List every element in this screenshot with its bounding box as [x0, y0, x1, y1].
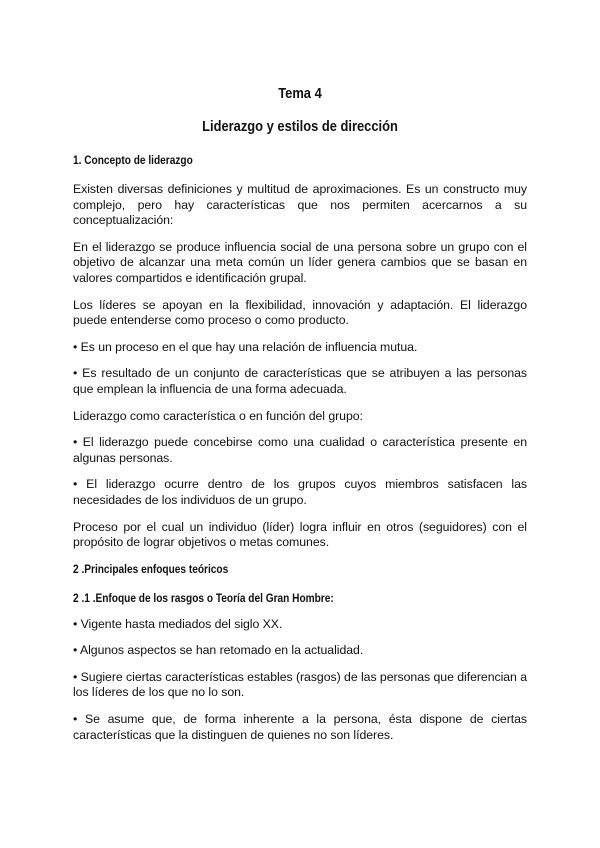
document-subtitle: Liderazgo y estilos de dirección — [202, 118, 398, 135]
paragraph: Existen diversas definiciones y multitud de aproximaciones. Es un constructo muy complejo, pero hay características que nos permiten acercarnos a su conceptualización: — [73, 182, 527, 228]
paragraph: Los líderes se apoyan en la flexibilidad, innovación y adaptación. El liderazgo puede entenderse como proceso o como producto. — [73, 297, 527, 328]
document-page — [73, 82, 527, 743]
bullet-item: • Sugiere ciertas características estables (rasgos) de las personas que diferencian a los líderes de los que no lo son. — [73, 669, 527, 700]
bullet-item: • Es un proceso en el que hay una relación de influencia mutua. — [73, 339, 418, 354]
bullet-item: • El liderazgo ocurre dentro de los grupos cuyos miembros satisfacen las necesidades de los individuos de un grupo. — [73, 477, 527, 507]
subsection-heading-rasgos: 2 .1 .Enfoque de los rasgos o Teoría del Gran Hombre: — [73, 592, 334, 605]
bullet-item: • Vigente hasta mediados del siglo XX. — [73, 616, 283, 631]
bullet-item: • Algunos aspectos se han retomado en la actualidad. — [73, 643, 364, 658]
document-title: Tema 4 — [278, 85, 322, 102]
section-heading-concepto: 1. Concepto de liderazgo — [73, 155, 193, 167]
section-heading-enfoques: 2 .Principales enfoques teóricos — [73, 563, 229, 576]
bullet-item: • Es resultado de un conjunto de características que se atribuyen a las personas que emplean la influencia de una forma adecuada. — [73, 366, 527, 396]
paragraph: Proceso por el cual un individuo (líder) logra influir en otros (seguidores) con el propósito de lograr objetivos o metas comunes. — [73, 519, 527, 550]
bullet-item: • El liderazgo puede concebirse como una cualidad o característica presente en algunas personas. — [73, 435, 527, 465]
bullet-item: • Se asume que, de forma inherente a la persona, ésta dispone de ciertas características que la distinguen de quienes no son líderes. — [73, 712, 527, 742]
paragraph: Liderazgo como característica o en función del grupo: — [73, 408, 363, 423]
paragraph: En el liderazgo se produce influencia social de una persona sobre un grupo con el objetivo de alcanzar una meta común un líder genera cambios que se basan en valores compartidos e identificación grupal. — [73, 239, 527, 285]
